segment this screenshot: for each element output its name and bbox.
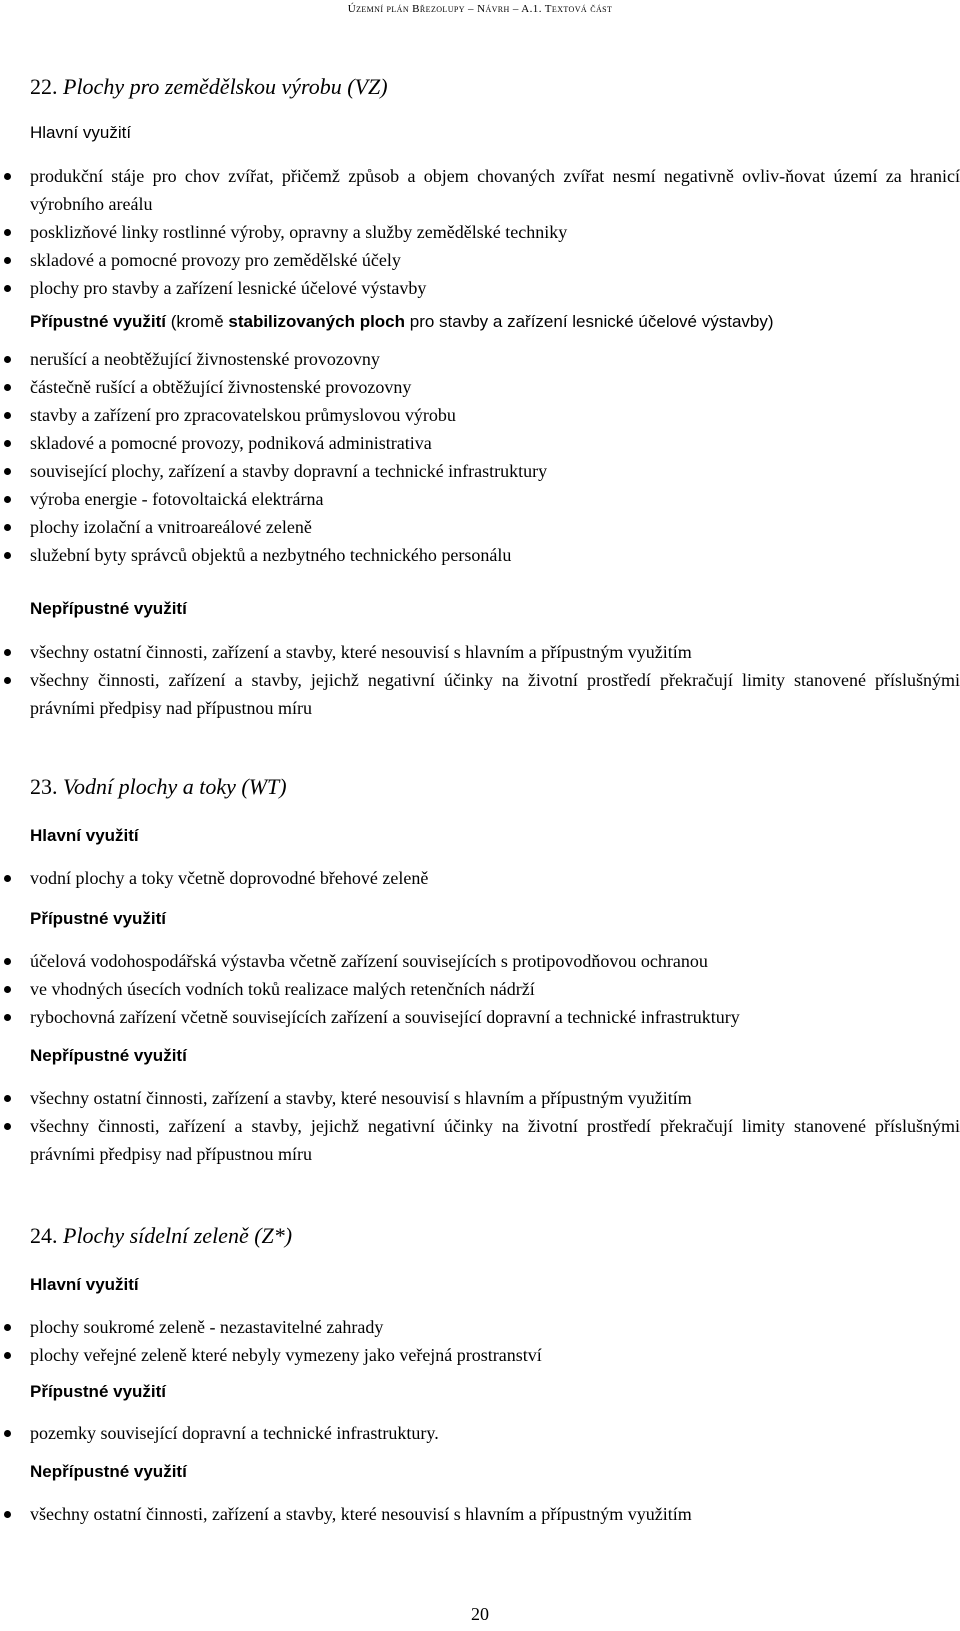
list-item: stavby a zařízení pro zpracovatelskou průmyslovou výrobu [30,401,960,429]
list-item: produkční stáje pro chov zvířat, přičemž způsob a objem chovaných zvířat nesmí negativně ovliv-ňovat území za hranicí výrobního areálu [30,162,960,218]
heading-text: Přípustné využití [30,1382,167,1401]
list-item: výroba energie - fotovoltaická elektrárna [30,485,960,513]
forbidden-use-heading [30,1461,187,1483]
section-number: 24. [30,1223,58,1248]
permitted-use-list [30,947,960,1031]
heading-text: Přípustné využití [30,312,167,331]
running-header: Územní plán Březolupy – Návrh – A.1. Textová část [347,3,613,15]
list-item: plochy pro stavby a zařízení lesnické účelové výstavby [30,274,960,302]
list-item: služební byty správců objektů a nezbytného technického personálu [30,541,960,569]
list-item: nerušící a neobtěžující živnostenské provozovny [30,345,960,373]
heading-text: Hlavní využití [30,1275,139,1294]
main-use-heading [30,122,131,144]
main-use-list [30,1313,960,1369]
section-number: 23. [30,774,58,799]
section-title-text: Plochy sídelní zeleně (Z*) [63,1223,293,1248]
list-item: skladové a pomocné provozy pro zemědělské účely [30,246,960,274]
list-item: účelová vodohospodářská výstavba včetně zařízení souvisejících s protipovodňovou ochranou [30,947,960,975]
section-title-text: Plochy pro zemědělskou výrobu (VZ) [63,74,388,99]
main-use-heading [30,1274,139,1296]
main-use-heading [30,825,139,847]
permitted-use-list [30,345,960,569]
list-item: všechny činnosti, zařízení a stavby, jejichž negativní účinky na životní prostředí překračují limity stanovené příslušnými právními předpisy nad přípustnou míru [30,1112,960,1168]
heading-text: Hlavní využití [30,123,132,142]
forbidden-use-list [30,638,960,722]
list-item: plochy soukromé zeleně - nezastavitelné zahrady [30,1313,960,1341]
list-item: skladové a pomocné provozy, podniková administrativa [30,429,960,457]
main-use-list [30,864,960,892]
heading-note-rest: pro stavby a zařízení lesnické účelové výstavby) [405,312,774,331]
heading-text: Nepřípustné využití [30,599,187,618]
list-item: všechny ostatní činnosti, zařízení a stavby, které nesouvisí s hlavním a přípustným využitím [30,1500,960,1528]
forbidden-use-heading [30,598,187,620]
list-item: všechny ostatní činnosti, zařízení a stavby, které nesouvisí s hlavním a přípustným využitím [30,638,960,666]
list-item: všechny činnosti, zařízení a stavby, jejichž negativní účinky na životní prostředí překračují limity stanovené příslušnými právními předpisy nad přípustnou míru [30,666,960,722]
forbidden-use-list [30,1500,960,1528]
permitted-use-list [30,1419,960,1447]
main-use-list [30,162,960,302]
heading-note-emphasis: stabilizovaných ploch [228,312,406,331]
list-item: plochy veřejné zeleně které nebyly vymezeny jako veřejná prostranství [30,1341,960,1369]
list-item: posklizňové linky rostlinné výroby, opravny a služby zemědělské techniky [30,218,960,246]
forbidden-use-heading [30,1045,187,1067]
section-title-text: Vodní plochy a toky (WT) [63,774,287,799]
list-item: rybochovná zařízení včetně souvisejících zařízení a související dopravní a technické infrastruktury [30,1003,960,1031]
list-item: pozemky související dopravní a technické infrastruktury. [30,1419,960,1447]
page-number: 20 [471,1604,489,1624]
heading-text: Přípustné využití [30,909,167,928]
list-item: všechny ostatní činnosti, zařízení a stavby, které nesouvisí s hlavním a přípustným využitím [30,1084,960,1112]
permitted-use-heading [30,1381,166,1403]
permitted-use-heading [30,908,166,930]
heading-text: Nepřípustné využití [30,1462,187,1481]
heading-note: (kromě [166,312,229,331]
list-item: částečně rušící a obtěžující živnostenské provozovny [30,373,960,401]
section-title-23 [30,774,287,800]
heading-text: Hlavní využití [30,826,139,845]
list-item: vodní plochy a toky včetně doprovodné břehové zeleně [30,864,960,892]
permitted-use-heading [30,311,774,333]
heading-text: Nepřípustné využití [30,1046,187,1065]
forbidden-use-list [30,1084,960,1168]
section-title-24 [30,1223,292,1249]
list-item: související plochy, zařízení a stavby dopravní a technické infrastruktury [30,457,960,485]
list-item: plochy izolační a vnitroareálové zeleně [30,513,960,541]
list-item: ve vhodných úsecích vodních toků realizace malých retenčních nádrží [30,975,960,1003]
section-number: 22. [30,74,58,99]
section-title-22 [30,74,388,100]
